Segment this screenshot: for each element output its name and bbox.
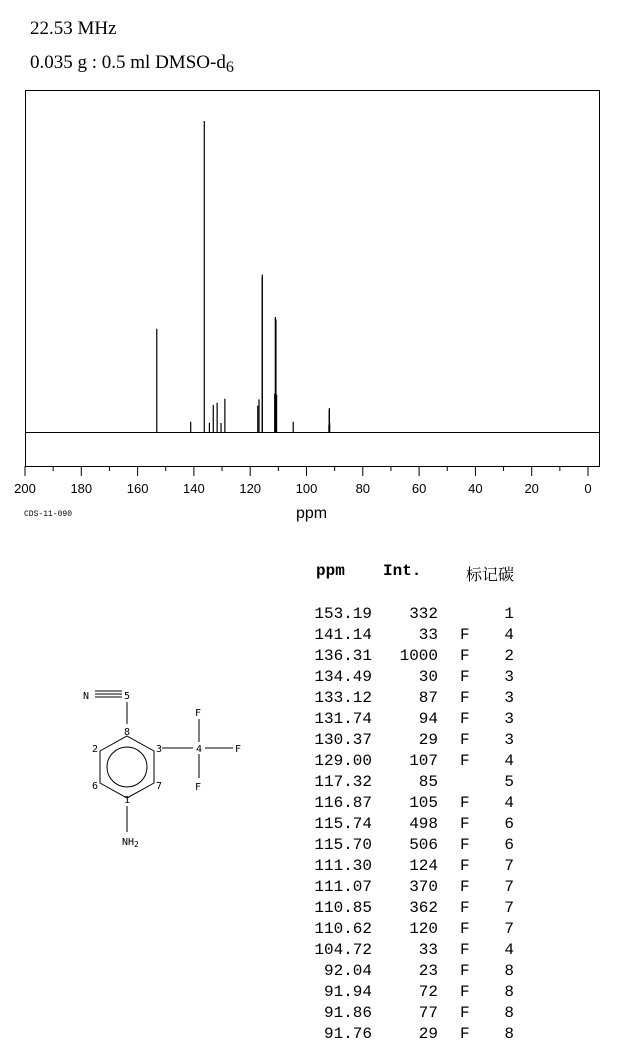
atom-c1: 1 [124, 795, 131, 806]
cell-carbon: 4 [504, 941, 514, 959]
table-row [300, 647, 530, 668]
cell-int: 120 [409, 920, 438, 938]
cell-int: 77 [418, 1004, 438, 1022]
sample-subscript: 6 [225, 59, 234, 76]
cell-f: F [460, 983, 470, 1001]
cell-ppm: 91.86 [323, 1004, 372, 1022]
header-ppm: ppm [316, 562, 345, 580]
cell-carbon: 4 [504, 794, 514, 812]
cell-int: 94 [418, 710, 438, 728]
table-row [300, 836, 530, 857]
atom-c2: 2 [92, 744, 99, 755]
atom-f-right: F [235, 744, 242, 755]
cell-f: F [460, 752, 470, 770]
table-row [300, 773, 530, 794]
table-row [300, 920, 530, 941]
table-row [300, 878, 530, 899]
x-axis-label: ppm [296, 505, 328, 522]
cell-ppm: 134.49 [314, 668, 372, 686]
cell-f: F [460, 920, 470, 938]
cell-int: 124 [409, 857, 438, 875]
cell-ppm: 153.19 [314, 605, 372, 623]
x-tick-label: 160 [126, 481, 149, 496]
cell-carbon: 2 [504, 647, 514, 665]
cell-f: F [460, 836, 470, 854]
cell-carbon: 8 [504, 1004, 514, 1022]
x-tick-label: 60 [411, 481, 427, 496]
cell-carbon: 7 [504, 878, 514, 896]
atom-nh: NH [122, 837, 135, 848]
cell-ppm: 110.62 [314, 920, 372, 938]
atom-c3: 3 [156, 744, 163, 755]
cell-int: 105 [409, 794, 438, 812]
cell-carbon: 3 [504, 689, 514, 707]
atom-c4: 4 [196, 744, 203, 755]
cell-ppm: 131.74 [314, 710, 372, 728]
molecule-structure [70, 680, 290, 870]
spectrometer-frequency: 22.53 MHz [30, 18, 117, 39]
cell-f: F [460, 941, 470, 959]
cell-ppm: 111.07 [314, 878, 372, 896]
cell-carbon: 4 [504, 626, 514, 644]
cell-carbon: 7 [504, 899, 514, 917]
cell-int: 332 [409, 605, 438, 623]
cell-f: F [460, 647, 470, 665]
cell-carbon: 4 [504, 752, 514, 770]
cell-int: 33 [418, 626, 438, 644]
aromatic-circle [107, 747, 147, 787]
cell-int: 506 [409, 836, 438, 854]
cell-f: F [460, 1004, 470, 1022]
table-row [300, 731, 530, 752]
cell-carbon: 8 [504, 1025, 514, 1043]
cell-carbon: 6 [504, 815, 514, 833]
atom-f-top: F [195, 708, 202, 719]
table-row [300, 710, 530, 731]
cell-int: 29 [418, 1025, 438, 1043]
cell-ppm: 104.72 [314, 941, 372, 959]
x-tick-label: 80 [355, 481, 371, 496]
plot-frame [26, 91, 600, 467]
table-row [300, 899, 530, 920]
table-row [300, 752, 530, 773]
atom-c8-top: 8 [124, 727, 131, 738]
cell-f: F [460, 794, 470, 812]
cell-f: F [460, 668, 470, 686]
table-row [300, 689, 530, 710]
cell-f: F [460, 626, 470, 644]
cell-ppm: 92.04 [323, 962, 372, 980]
cell-ppm: 115.70 [314, 836, 372, 854]
cell-int: 33 [418, 941, 438, 959]
cell-carbon: 5 [504, 773, 514, 791]
atom-c6: 6 [92, 781, 99, 792]
cell-f: F [460, 1025, 470, 1043]
cell-carbon: 3 [504, 731, 514, 749]
x-axis-ticks [14, 466, 591, 496]
cell-f: F [460, 710, 470, 728]
benzene-ring [100, 736, 154, 798]
table-row [300, 794, 530, 815]
cell-int: 498 [409, 815, 438, 833]
nmr-spectrum-chart [0, 0, 622, 500]
spectrum-code: CDS-11-090 [24, 510, 73, 519]
cell-int: 362 [409, 899, 438, 917]
cell-int: 30 [418, 668, 438, 686]
atom-nh-subscript: 2 [134, 840, 139, 849]
cell-carbon: 1 [504, 605, 514, 623]
cell-carbon: 6 [504, 836, 514, 854]
header-int: Int. [383, 562, 422, 580]
table-row [300, 857, 530, 878]
table-row [300, 815, 530, 836]
table-row [300, 668, 530, 689]
x-tick-label: 20 [524, 481, 539, 496]
sample-text: 0.035 g : 0.5 ml DMSO-d [30, 52, 226, 73]
table-row [300, 605, 530, 626]
table-row [300, 962, 530, 983]
cell-ppm: 110.85 [314, 899, 372, 917]
x-tick-label: 100 [295, 481, 318, 496]
nitrile-bond [95, 691, 122, 697]
cell-int: 370 [409, 878, 438, 896]
cell-carbon: 8 [504, 983, 514, 1001]
cell-f: F [460, 878, 470, 896]
cell-carbon: 3 [504, 710, 514, 728]
cell-ppm: 133.12 [314, 689, 372, 707]
cell-int: 72 [418, 983, 438, 1001]
atom-c7: 7 [156, 781, 163, 792]
cell-ppm: 136.31 [314, 647, 372, 665]
table-row [300, 983, 530, 1004]
header-label: 标记碳 [466, 567, 515, 584]
cell-ppm: 141.14 [314, 626, 372, 644]
table-row [300, 1025, 530, 1046]
cell-int: 87 [418, 689, 438, 707]
atom-n: N [83, 691, 90, 702]
table-row [300, 941, 530, 962]
cell-f: F [460, 815, 470, 833]
cell-f: F [460, 899, 470, 917]
cell-int: 1000 [399, 647, 438, 665]
cell-ppm: 116.87 [314, 794, 372, 812]
cell-carbon: 7 [504, 920, 514, 938]
cell-f: F [460, 962, 470, 980]
x-tick-label: 40 [468, 481, 483, 496]
cell-carbon: 3 [504, 668, 514, 686]
cell-ppm: 129.00 [314, 752, 372, 770]
cell-ppm: 111.30 [314, 857, 372, 875]
cell-f: F [460, 689, 470, 707]
cell-ppm: 130.37 [314, 731, 372, 749]
cell-int: 85 [418, 773, 438, 791]
x-tick-label: 140 [183, 481, 205, 496]
cell-carbon: 8 [504, 962, 514, 980]
atom-f-bottom: F [195, 782, 202, 793]
cell-ppm: 91.94 [323, 983, 372, 1001]
peaks-layer [157, 121, 330, 432]
x-tick-label: 200 [14, 481, 36, 496]
table-row [300, 626, 530, 647]
cell-f: F [460, 731, 470, 749]
cell-int: 23 [418, 962, 438, 980]
atom-nh2 [122, 837, 139, 849]
cell-f: F [460, 857, 470, 875]
cell-int: 107 [409, 752, 438, 770]
x-tick-label: 180 [70, 481, 93, 496]
cell-ppm: 115.74 [314, 815, 372, 833]
cell-int: 29 [418, 731, 438, 749]
table-row [300, 1004, 530, 1025]
x-tick-label: 120 [239, 481, 262, 496]
x-tick-label: 0 [584, 481, 592, 496]
cell-ppm: 91.76 [323, 1025, 372, 1043]
atom-c5: 5 [124, 691, 131, 702]
cell-carbon: 7 [504, 857, 514, 875]
cell-ppm: 117.32 [314, 773, 372, 791]
